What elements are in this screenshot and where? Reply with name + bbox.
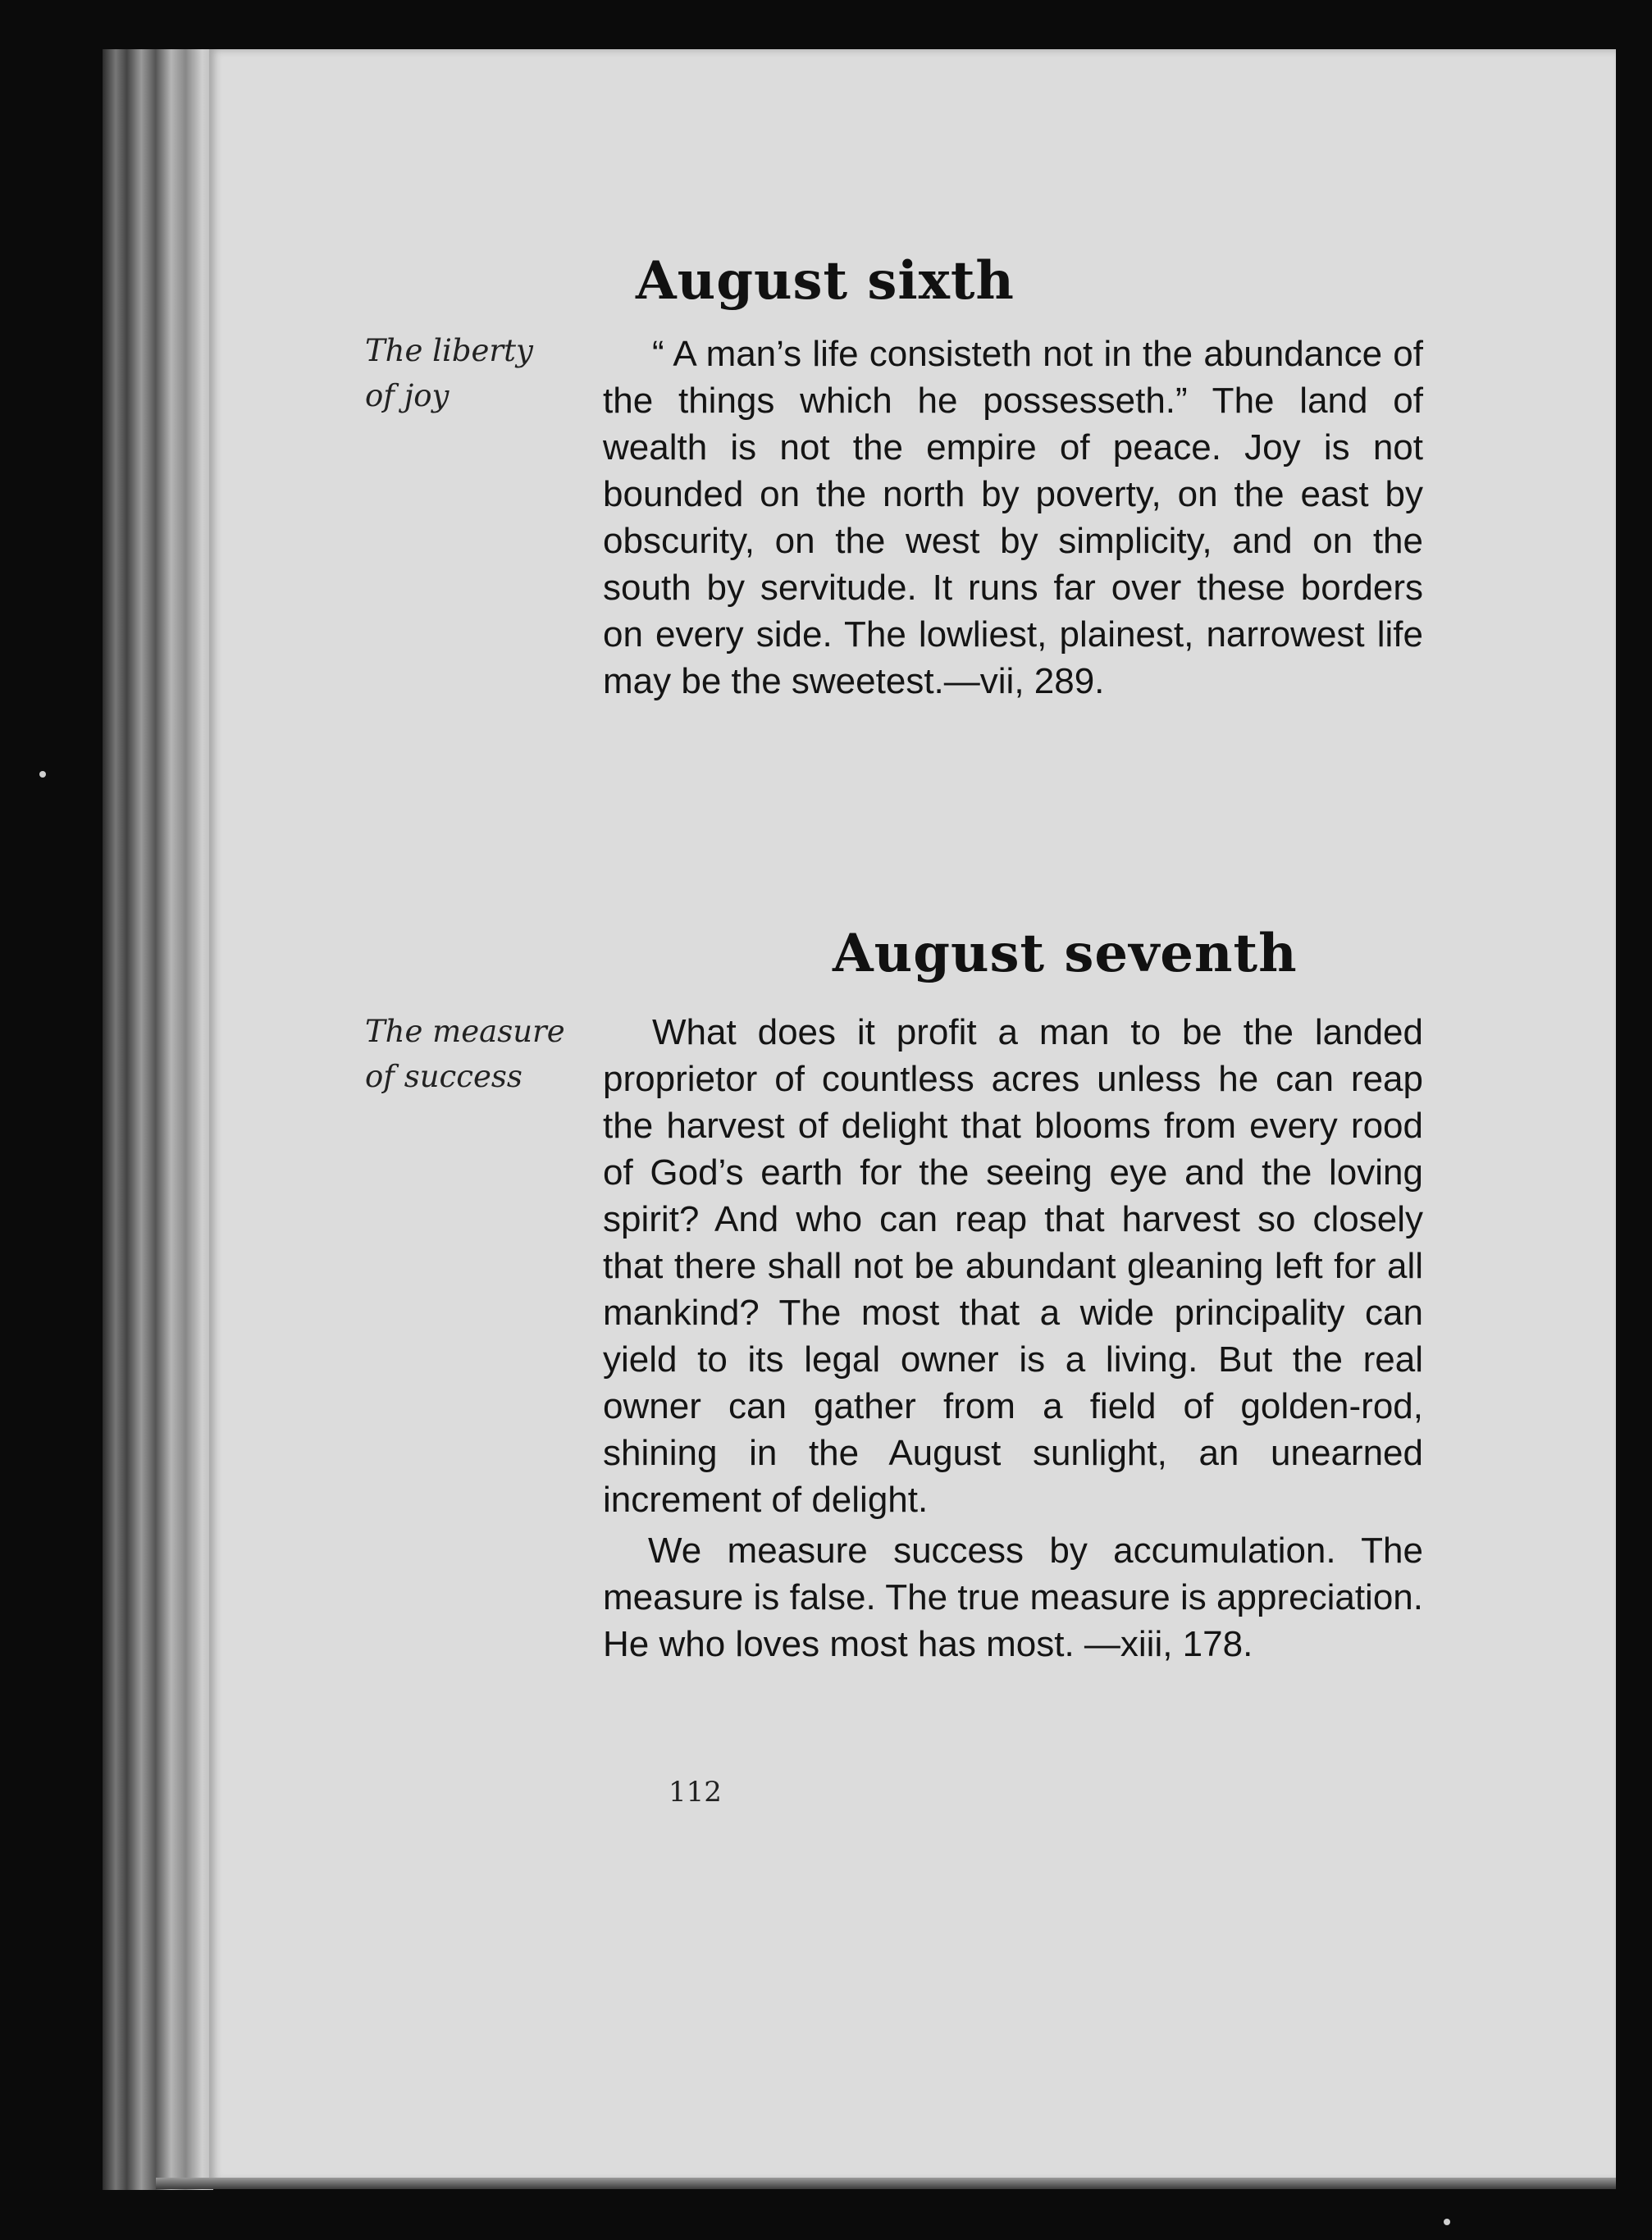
entry-heading-august-sixth: August sixth (636, 250, 1015, 312)
entry-body-august-seventh (603, 1009, 1423, 1667)
page-bottom-edge (156, 2178, 1616, 2189)
scan-speck (39, 771, 46, 778)
sidenote-liberty-of-joy: The liberty of joy (365, 333, 533, 413)
paragraph: We measure success by accumulation. The measure is false. The true measure is appreciation. He who loves most has most. —xiii, 178. (603, 1531, 1423, 1664)
scan-speck (1444, 2219, 1450, 2225)
page-number: 112 (669, 1776, 722, 1809)
book-gutter (103, 49, 213, 2190)
paragraph: What does it profit a man to be the landed proprietor of countless acres unless he can reap the harvest of delight that blooms from every rood of God’s earth for the seeing eye and the loving spirit? And who can reap that harvest so closely that there shall not be abundant gleaning left for all mankind? The most that a wide principality can yield to its legal owner is a living. But the real owner can gather from a field of golden-rod, shining in the August sunlight, an unearned increment of delight. (603, 1012, 1423, 1520)
entry-body-august-sixth (603, 331, 1423, 705)
entry-heading-august-seventh: August seventh (833, 923, 1298, 984)
book-page (209, 49, 1616, 2182)
paragraph: “ A man’s life consisteth not in the abundance of the things which he possesseth.” The land of wealth is not the empire of peace. Joy is not bounded on the north by poverty, on the east by obscurity, on the west by simplicity, and on the south by servitude. It runs far over these borders on every side. The lowliest, plainest, narrowest life may be the sweetest.—vii, 289. (603, 334, 1423, 701)
sidenote-measure-of-success: The measure of success (365, 1014, 565, 1094)
